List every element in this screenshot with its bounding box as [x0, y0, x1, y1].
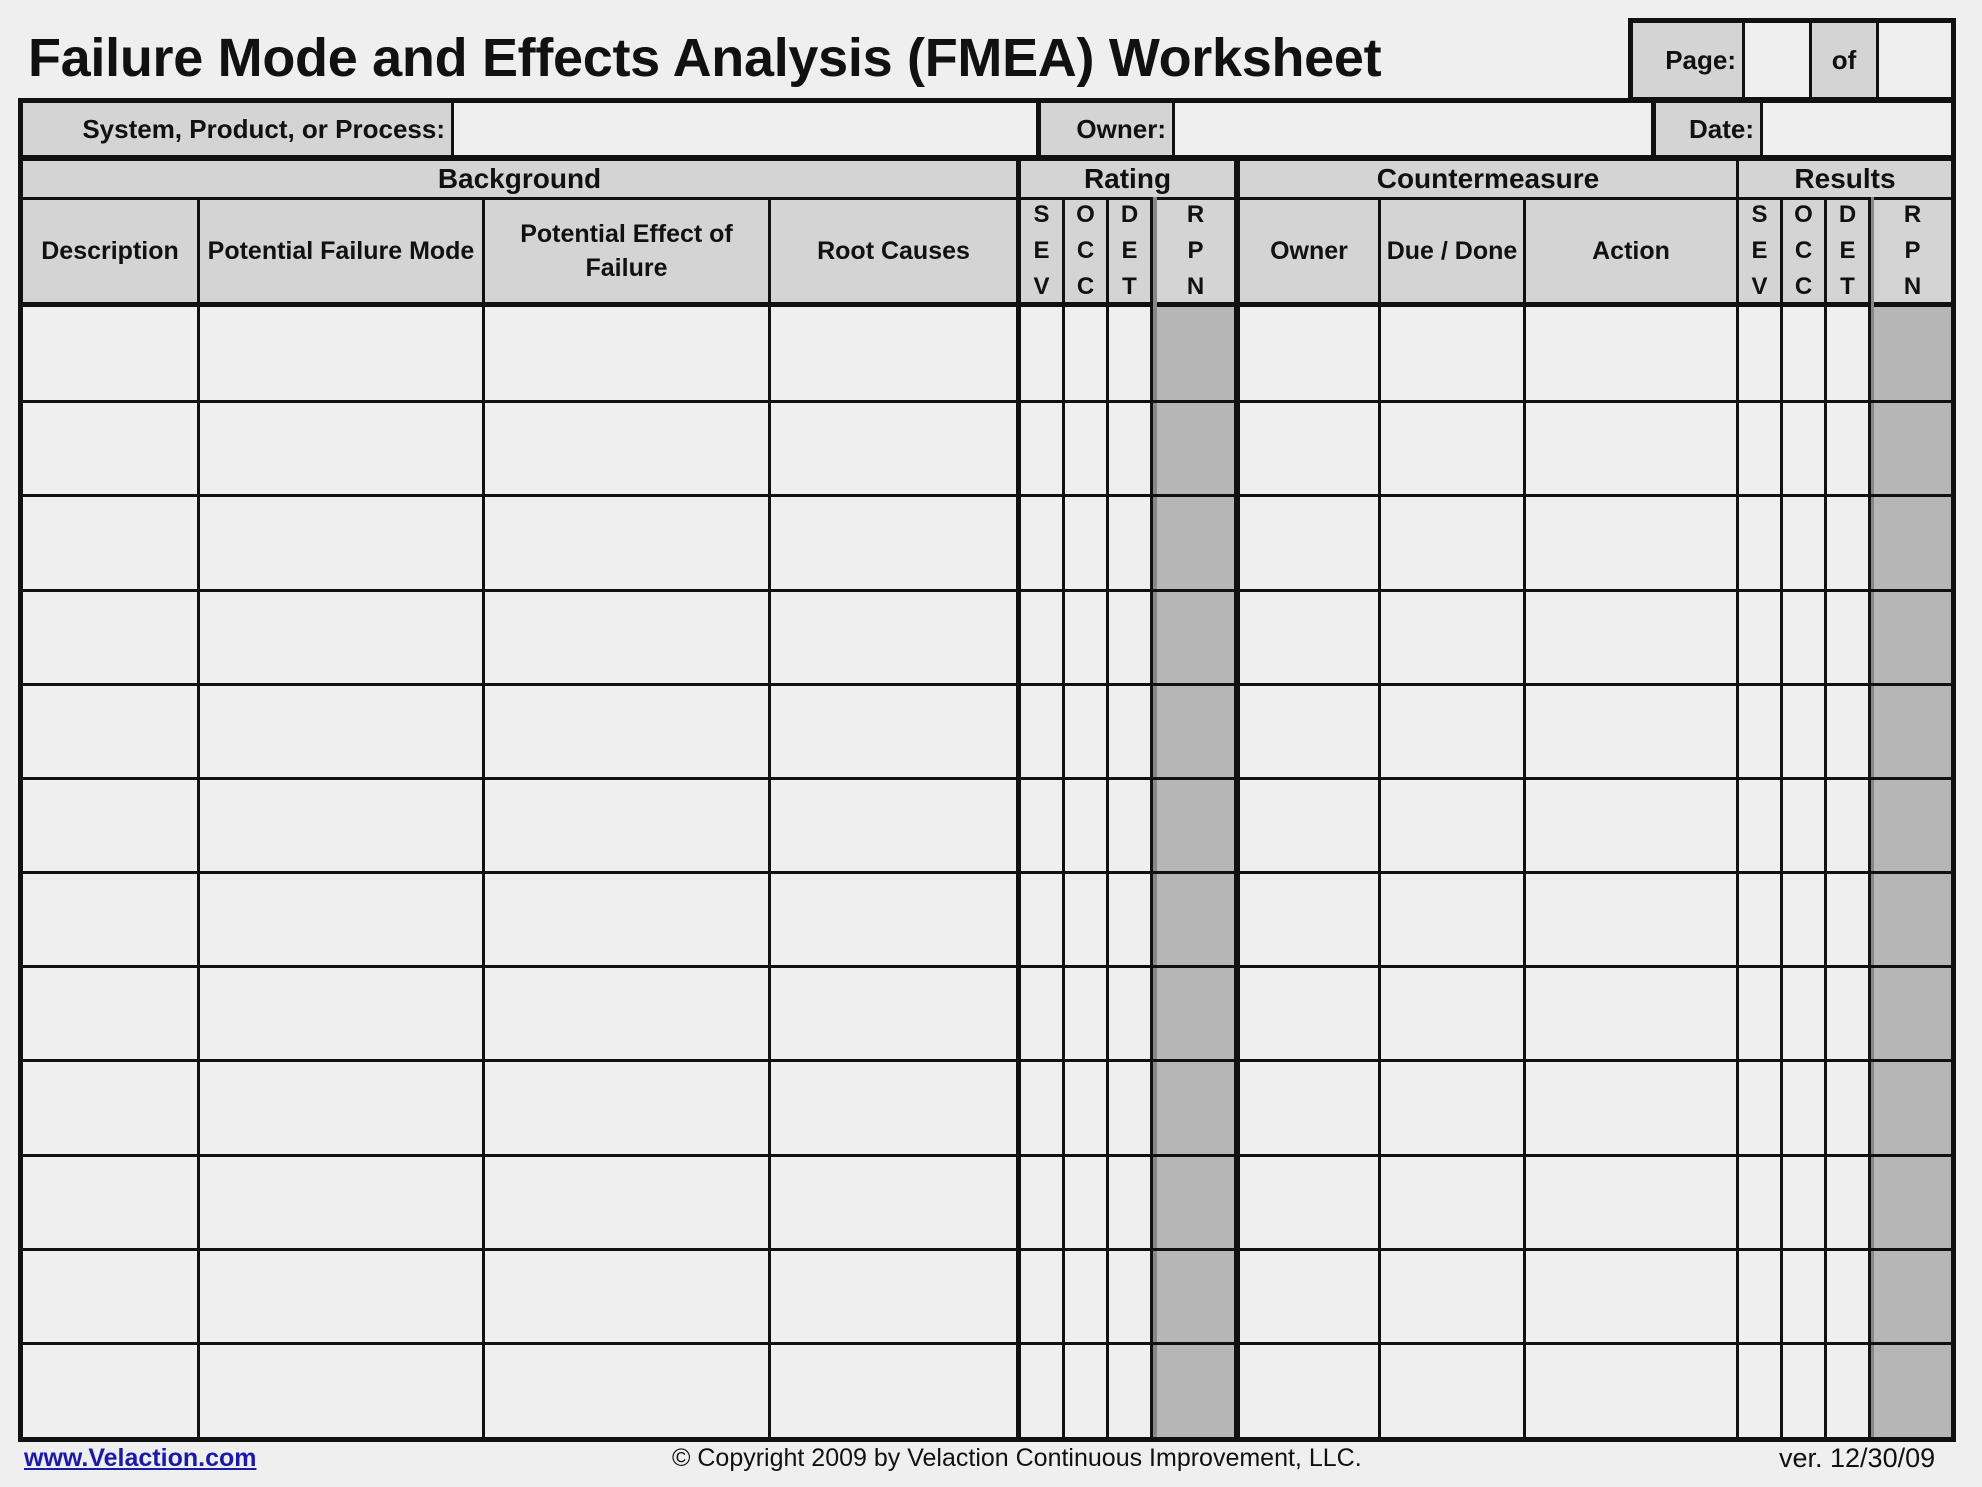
- cell-occ[interactable]: [1065, 1343, 1106, 1437]
- col-results-rpn: R P N: [1874, 200, 1951, 302]
- cell-rpn[interactable]: [1157, 684, 1234, 778]
- cell-effect[interactable]: [485, 1249, 768, 1343]
- cell-action[interactable]: [1526, 966, 1736, 1060]
- cell-owner[interactable]: [1240, 1155, 1378, 1249]
- cell-effect[interactable]: [485, 307, 768, 401]
- website-link[interactable]: www.Velaction.com: [24, 1444, 257, 1472]
- cell-det[interactable]: [1109, 872, 1150, 966]
- cell-r-det[interactable]: [1827, 966, 1868, 1060]
- col-effect: Potential Effect of Failure: [485, 200, 768, 302]
- cell-occ[interactable]: [1065, 966, 1106, 1060]
- cell-root-causes[interactable]: [771, 1249, 1016, 1343]
- cell-description[interactable]: [23, 1249, 197, 1343]
- cell-det[interactable]: [1109, 590, 1150, 684]
- cell-failure-mode[interactable]: [200, 307, 482, 401]
- section-results: Results: [1739, 161, 1951, 197]
- cell-r-rpn[interactable]: [1874, 966, 1951, 1060]
- cell-failure-mode[interactable]: [200, 1155, 482, 1249]
- cell-r-occ[interactable]: [1783, 307, 1824, 401]
- cell-effect[interactable]: [485, 1060, 768, 1154]
- cell-failure-mode[interactable]: [200, 778, 482, 872]
- col-sev: S E V: [1021, 200, 1062, 302]
- col-occ: O C C: [1065, 200, 1106, 302]
- cell-owner[interactable]: [1240, 495, 1378, 589]
- cell-action[interactable]: [1526, 1155, 1736, 1249]
- cell-description[interactable]: [23, 307, 197, 401]
- cell-r-rpn[interactable]: [1874, 307, 1951, 401]
- col-owner: Owner: [1240, 200, 1378, 302]
- cell-effect[interactable]: [485, 495, 768, 589]
- col-failure-mode: Potential Failure Mode: [200, 200, 482, 302]
- cell-r-det[interactable]: [1827, 307, 1868, 401]
- cell-r-sev[interactable]: [1739, 872, 1780, 966]
- col-det: D E T: [1109, 200, 1150, 302]
- cell-r-sev[interactable]: [1739, 1060, 1780, 1154]
- col-results-det: D E T: [1827, 200, 1868, 302]
- cell-sev[interactable]: [1021, 1060, 1062, 1154]
- cell-root-causes[interactable]: [771, 872, 1016, 966]
- info-row: [18, 98, 1956, 160]
- cell-rpn[interactable]: [1157, 1249, 1234, 1343]
- cell-occ[interactable]: [1065, 1249, 1106, 1343]
- cell-r-sev[interactable]: [1739, 1343, 1780, 1437]
- cell-rpn[interactable]: [1157, 401, 1234, 495]
- total-pages-field[interactable]: [1879, 23, 1951, 97]
- copyright-text: © Copyright 2009 by Velaction Continuous Improvement, LLC.: [672, 1444, 1362, 1472]
- cell-action[interactable]: [1526, 307, 1736, 401]
- cell-action[interactable]: [1526, 684, 1736, 778]
- cell-due-done[interactable]: [1381, 307, 1523, 401]
- cell-rpn[interactable]: [1157, 872, 1234, 966]
- cell-det[interactable]: [1109, 495, 1150, 589]
- cell-action[interactable]: [1526, 590, 1736, 684]
- cell-r-rpn[interactable]: [1874, 401, 1951, 495]
- cell-root-causes[interactable]: [771, 778, 1016, 872]
- cell-r-det[interactable]: [1827, 1249, 1868, 1343]
- cell-occ[interactable]: [1065, 684, 1106, 778]
- cell-owner[interactable]: [1240, 1249, 1378, 1343]
- cell-sev[interactable]: [1021, 495, 1062, 589]
- cell-sev[interactable]: [1021, 401, 1062, 495]
- cell-failure-mode[interactable]: [200, 1060, 482, 1154]
- cell-occ[interactable]: [1065, 1155, 1106, 1249]
- cell-rpn[interactable]: [1157, 495, 1234, 589]
- cell-r-rpn[interactable]: [1874, 590, 1951, 684]
- system-label: System, Product, or Process:: [23, 103, 451, 155]
- cell-root-causes[interactable]: [771, 401, 1016, 495]
- cell-r-rpn[interactable]: [1874, 778, 1951, 872]
- cell-det[interactable]: [1109, 307, 1150, 401]
- cell-action[interactable]: [1526, 1343, 1736, 1437]
- cell-description[interactable]: [23, 401, 197, 495]
- of-label: of: [1812, 23, 1876, 97]
- cell-failure-mode[interactable]: [200, 495, 482, 589]
- cell-r-sev[interactable]: [1739, 778, 1780, 872]
- cell-effect[interactable]: [485, 872, 768, 966]
- col-results-sev: S E V: [1739, 200, 1780, 302]
- cell-sev[interactable]: [1021, 684, 1062, 778]
- system-field[interactable]: [454, 103, 1036, 155]
- cell-root-causes[interactable]: [771, 590, 1016, 684]
- cell-r-sev[interactable]: [1739, 684, 1780, 778]
- cell-r-sev[interactable]: [1739, 590, 1780, 684]
- cell-det[interactable]: [1109, 778, 1150, 872]
- cell-due-done[interactable]: [1381, 495, 1523, 589]
- cell-det[interactable]: [1109, 1155, 1150, 1249]
- cell-r-occ[interactable]: [1783, 684, 1824, 778]
- cell-r-occ[interactable]: [1783, 872, 1824, 966]
- cell-occ[interactable]: [1065, 401, 1106, 495]
- cell-rpn[interactable]: [1157, 966, 1234, 1060]
- cell-action[interactable]: [1526, 495, 1736, 589]
- cell-det[interactable]: [1109, 1060, 1150, 1154]
- col-description: Description: [23, 200, 197, 302]
- cell-det[interactable]: [1109, 1343, 1150, 1437]
- cell-r-occ[interactable]: [1783, 590, 1824, 684]
- cell-failure-mode[interactable]: [200, 401, 482, 495]
- cell-det[interactable]: [1109, 401, 1150, 495]
- cell-action[interactable]: [1526, 778, 1736, 872]
- cell-r-rpn[interactable]: [1874, 684, 1951, 778]
- cell-due-done[interactable]: [1381, 778, 1523, 872]
- cell-det[interactable]: [1109, 1249, 1150, 1343]
- cell-sev[interactable]: [1021, 872, 1062, 966]
- cell-r-occ[interactable]: [1783, 401, 1824, 495]
- cell-due-done[interactable]: [1381, 966, 1523, 1060]
- cell-description[interactable]: [23, 495, 197, 589]
- cell-r-occ[interactable]: [1783, 778, 1824, 872]
- cell-det[interactable]: [1109, 684, 1150, 778]
- cell-r-det[interactable]: [1827, 684, 1868, 778]
- cell-root-causes[interactable]: [771, 307, 1016, 401]
- cell-effect[interactable]: [485, 684, 768, 778]
- col-root-causes: Root Causes: [771, 200, 1016, 302]
- col-results-occ: O C C: [1783, 200, 1824, 302]
- section-countermeasure: Countermeasure: [1240, 161, 1736, 197]
- cell-owner[interactable]: [1240, 590, 1378, 684]
- col-action: Action: [1526, 200, 1736, 302]
- cell-rpn[interactable]: [1157, 590, 1234, 684]
- version-text: ver. 12/30/09: [1779, 1443, 1936, 1473]
- page-title: Failure Mode and Effects Analysis (FMEA) Worksheet: [28, 28, 1382, 88]
- cell-failure-mode[interactable]: [200, 1249, 482, 1343]
- cell-due-done[interactable]: [1381, 872, 1523, 966]
- page-box: [1628, 18, 1956, 102]
- cell-r-rpn[interactable]: [1874, 495, 1951, 589]
- cell-sev[interactable]: [1021, 778, 1062, 872]
- cell-owner[interactable]: [1240, 307, 1378, 401]
- cell-effect[interactable]: [485, 401, 768, 495]
- cell-root-causes[interactable]: [771, 495, 1016, 589]
- cell-failure-mode[interactable]: [200, 872, 482, 966]
- cell-occ[interactable]: [1065, 778, 1106, 872]
- cell-r-occ[interactable]: [1783, 1249, 1824, 1343]
- cell-r-det[interactable]: [1827, 1343, 1868, 1437]
- cell-rpn[interactable]: [1157, 1155, 1234, 1249]
- cell-r-occ[interactable]: [1783, 1060, 1824, 1154]
- cell-r-det[interactable]: [1827, 1155, 1868, 1249]
- cell-owner[interactable]: [1240, 1343, 1378, 1437]
- cell-r-occ[interactable]: [1783, 1155, 1824, 1249]
- cell-r-occ[interactable]: [1783, 966, 1824, 1060]
- date-label: Date:: [1656, 103, 1760, 155]
- cell-r-rpn[interactable]: [1874, 1060, 1951, 1154]
- cell-r-det[interactable]: [1827, 1060, 1868, 1154]
- cell-failure-mode[interactable]: [200, 966, 482, 1060]
- cell-r-sev[interactable]: [1739, 401, 1780, 495]
- cell-occ[interactable]: [1065, 872, 1106, 966]
- cell-r-det[interactable]: [1827, 590, 1868, 684]
- cell-due-done[interactable]: [1381, 401, 1523, 495]
- cell-description[interactable]: [23, 778, 197, 872]
- cell-occ[interactable]: [1065, 307, 1106, 401]
- cell-r-sev[interactable]: [1739, 1249, 1780, 1343]
- cell-action[interactable]: [1526, 401, 1736, 495]
- cell-owner[interactable]: [1240, 966, 1378, 1060]
- cell-r-occ[interactable]: [1783, 1343, 1824, 1437]
- cell-owner[interactable]: [1240, 401, 1378, 495]
- cell-description[interactable]: [23, 966, 197, 1060]
- cell-r-det[interactable]: [1827, 495, 1868, 589]
- cell-due-done[interactable]: [1381, 684, 1523, 778]
- cell-r-det[interactable]: [1827, 872, 1868, 966]
- cell-r-occ[interactable]: [1783, 495, 1824, 589]
- cell-root-causes[interactable]: [771, 684, 1016, 778]
- cell-description[interactable]: [23, 872, 197, 966]
- cell-due-done[interactable]: [1381, 1343, 1523, 1437]
- cell-sev[interactable]: [1021, 1249, 1062, 1343]
- cell-action[interactable]: [1526, 1060, 1736, 1154]
- cell-owner[interactable]: [1240, 872, 1378, 966]
- cell-occ[interactable]: [1065, 590, 1106, 684]
- cell-sev[interactable]: [1021, 1343, 1062, 1437]
- cell-r-sev[interactable]: [1739, 966, 1780, 1060]
- cell-effect[interactable]: [485, 966, 768, 1060]
- cell-due-done[interactable]: [1381, 590, 1523, 684]
- cell-rpn[interactable]: [1157, 307, 1234, 401]
- cell-due-done[interactable]: [1381, 1060, 1523, 1154]
- owner-label: Owner:: [1041, 103, 1172, 155]
- page-number-field[interactable]: [1745, 23, 1809, 97]
- cell-r-rpn[interactable]: [1874, 1155, 1951, 1249]
- cell-action[interactable]: [1526, 1249, 1736, 1343]
- cell-r-rpn[interactable]: [1874, 872, 1951, 966]
- cell-failure-mode[interactable]: [200, 684, 482, 778]
- cell-det[interactable]: [1109, 966, 1150, 1060]
- cell-root-causes[interactable]: [771, 1060, 1016, 1154]
- section-background: Background: [23, 161, 1016, 197]
- cell-r-sev[interactable]: [1739, 495, 1780, 589]
- cell-description[interactable]: [23, 590, 197, 684]
- cell-r-rpn[interactable]: [1874, 1249, 1951, 1343]
- cell-effect[interactable]: [485, 1155, 768, 1249]
- cell-occ[interactable]: [1065, 1060, 1106, 1154]
- section-rating: Rating: [1021, 161, 1234, 197]
- cell-description[interactable]: [23, 684, 197, 778]
- cell-failure-mode[interactable]: [200, 590, 482, 684]
- cell-rpn[interactable]: [1157, 778, 1234, 872]
- cell-r-sev[interactable]: [1739, 1155, 1780, 1249]
- cell-sev[interactable]: [1021, 307, 1062, 401]
- cell-effect[interactable]: [485, 590, 768, 684]
- cell-root-causes[interactable]: [771, 966, 1016, 1060]
- cell-rpn[interactable]: [1157, 1060, 1234, 1154]
- cell-r-sev[interactable]: [1739, 307, 1780, 401]
- cell-description[interactable]: [23, 1155, 197, 1249]
- cell-description[interactable]: [23, 1343, 197, 1437]
- cell-r-det[interactable]: [1827, 778, 1868, 872]
- cell-owner[interactable]: [1240, 778, 1378, 872]
- cell-due-done[interactable]: [1381, 1249, 1523, 1343]
- date-field[interactable]: [1763, 103, 1951, 155]
- page-label: Page:: [1633, 23, 1742, 97]
- cell-effect[interactable]: [485, 1343, 768, 1437]
- cell-root-causes[interactable]: [771, 1343, 1016, 1437]
- cell-rpn[interactable]: [1157, 1343, 1234, 1437]
- owner-field[interactable]: [1175, 103, 1651, 155]
- cell-sev[interactable]: [1021, 590, 1062, 684]
- cell-r-rpn[interactable]: [1874, 1343, 1951, 1437]
- cell-owner[interactable]: [1240, 1060, 1378, 1154]
- cell-failure-mode[interactable]: [200, 1343, 482, 1437]
- cell-root-causes[interactable]: [771, 1155, 1016, 1249]
- cell-description[interactable]: [23, 1060, 197, 1154]
- cell-sev[interactable]: [1021, 1155, 1062, 1249]
- col-rpn: R P N: [1157, 200, 1234, 302]
- cell-action[interactable]: [1526, 872, 1736, 966]
- cell-due-done[interactable]: [1381, 1155, 1523, 1249]
- col-due-done: Due / Done: [1381, 200, 1523, 302]
- cell-occ[interactable]: [1065, 495, 1106, 589]
- cell-r-det[interactable]: [1827, 401, 1868, 495]
- cell-sev[interactable]: [1021, 966, 1062, 1060]
- cell-effect[interactable]: [485, 778, 768, 872]
- cell-owner[interactable]: [1240, 684, 1378, 778]
